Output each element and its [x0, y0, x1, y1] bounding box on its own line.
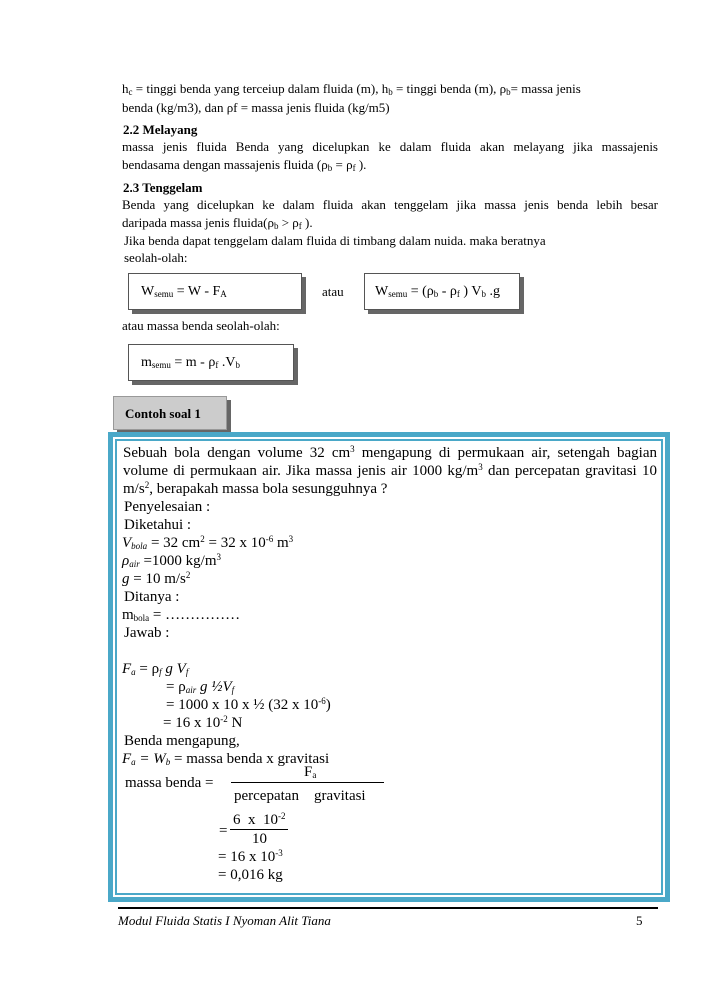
buoyancy-eq-2: = $\rho_{air}$ g $\frac{1}{2}V_f$	[166, 679, 235, 695]
contoh-soal-badge	[113, 396, 227, 430]
formula-msemu-text: $m_{semu} = m - \rho_f$ $.V_b$	[141, 355, 240, 370]
heading-melayang: 2.2 Melayang	[123, 122, 198, 137]
heading-tenggelam: 2.3 Tenggelam	[123, 180, 203, 195]
buoyancy-weight-eq: $F_a = W_b$ = massa benda x gravitasi	[122, 751, 330, 767]
problem-line-3: $m/s^2$, berapakah massa bola sesungguhnya ?	[123, 480, 388, 497]
footer-title: Modul Fluida Statis I Nyoman Alit Tiana	[118, 913, 331, 928]
problem-line-1: Sebuah bola dengan volume 32 $cm^3$ mengapung di permukaan air, setengah bagian	[123, 444, 658, 461]
intro-line-1: $h_c$ = tinggi benda yang terceiup dalam fluida (m), $h_b$ = tinggi benda (m), $\rho_b=$ massa jenis	[122, 81, 581, 97]
tenggelam-line-3: Jika benda dapat tenggelam dalam fluida di timbang dalam nuida. maka beratnya	[124, 233, 546, 248]
buoyancy-eq-1: $F_a = \rho_f$ g $V_f$	[122, 661, 189, 677]
contoh-soal-label: Contoh soal 1	[125, 406, 201, 421]
buoyancy-eq-4: = 16 x $10^{-2}$ N	[163, 714, 243, 731]
result-line-2: = 0,016 kg	[218, 867, 283, 883]
mengapung-label: Benda mengapung,	[124, 733, 240, 749]
penyelesaian-label: Penyelesaian :	[124, 499, 211, 515]
formula-box-wsemu	[128, 273, 302, 310]
ditanya-label: Ditanya :	[124, 589, 180, 605]
tenggelam-line-2: daripada massa jenis $fluida(\rho_b > \rho_f$ ).	[122, 215, 313, 231]
given-gravity: g = 10 $m/s^2$	[122, 570, 191, 587]
jawab-label: Jawab :	[124, 625, 170, 641]
tenggelam-line-4: seolah-olah:	[124, 250, 188, 265]
formula-wsemu-text: $W_{semu} = W - F_A$	[141, 284, 227, 299]
asked-mass: $m_{bola}$ = ……………	[122, 607, 241, 623]
intro-line-2: benda (kg/m3), dan ρf = massa jenis fluida (kg/m5)	[122, 100, 390, 115]
tenggelam-line-1: Benda yang dicelupkan ke dalam fluida akan tenggelam jika massa jenis benda lebih besar	[122, 197, 658, 212]
given-volume: $V_{bola} = 32$ $cm^2 = 32$ x $10^{-6}$ $m^3$	[122, 534, 294, 551]
massa-benda-label: massa benda =	[125, 775, 214, 791]
page-number: 5	[636, 913, 643, 928]
result-line-1: = 16 x $10^{-3}$	[218, 848, 283, 865]
footer-rule	[118, 907, 658, 909]
atau-massa-label: atau massa benda seolah-olah:	[122, 318, 280, 333]
fraction-2-numerator: 6 x $10^{-2}$	[233, 811, 286, 828]
atau-label: atau	[322, 284, 344, 299]
formula-box-msemu	[128, 344, 294, 381]
fraction-2-denominator: 10	[252, 831, 267, 847]
diketahui-label: Diketahui :	[124, 517, 192, 533]
problem-line-2: volume di permukaan air. Jika massa jenis air 1000 $kg/m^3$ dan percepatan gravitasi 10	[123, 462, 657, 479]
fraction-1-denominator: percepatan gravitasi	[234, 788, 366, 804]
buoyancy-eq-3: = 1000 x 10 x ½ (32 x $10^{-6}$)	[166, 696, 331, 713]
fraction-2-equals: =	[219, 823, 228, 839]
melayang-line-1: massa jenis fluida Benda yang dicelupkan ke dalam fluida akan melayang jika massajenis	[122, 139, 658, 154]
melayang-line-2: bendasama dengan massajenis fluida ($\rho_b = \rho_f$ ).	[122, 157, 367, 173]
formula-wsemu-alt-text: $W_{semu} = (\rho_b - \rho_f$ ) $V_b$ .g	[375, 284, 500, 299]
given-density: $\rho_{air} =1000$ $kg/m^3$	[122, 552, 222, 569]
fraction-1-numerator: $F_a$	[304, 764, 317, 780]
formula-box-wsemu-alt	[364, 273, 520, 310]
fraction-1-line	[231, 782, 384, 783]
